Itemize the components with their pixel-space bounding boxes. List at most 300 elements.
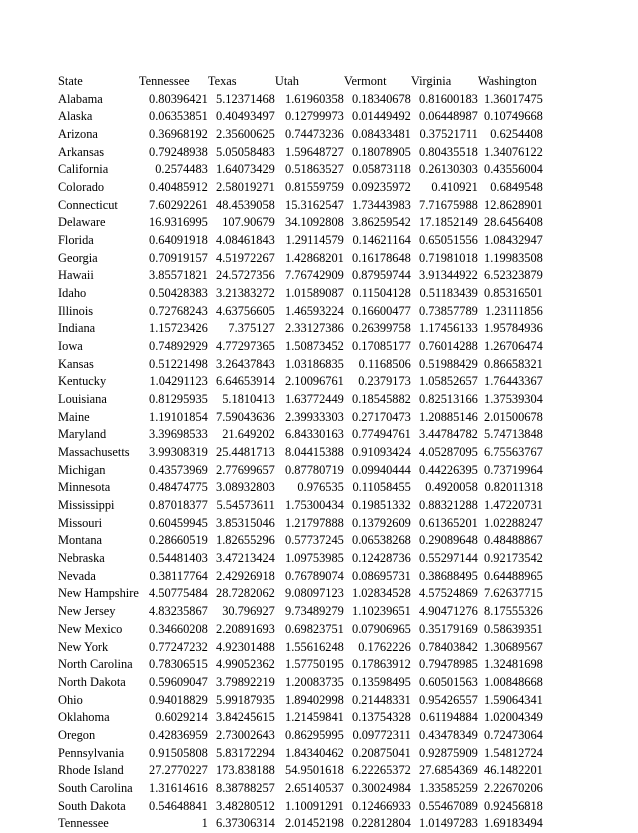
table-cell: 1.26706474 xyxy=(484,339,543,354)
row-state-label: Montana xyxy=(58,533,103,548)
row-state-label: Idaho xyxy=(58,286,87,301)
table-row xyxy=(58,391,543,409)
table-cell: 0.82513166 xyxy=(419,392,478,407)
table-cell: 46.1482201 xyxy=(484,763,543,778)
table-row xyxy=(58,621,543,639)
table-cell: 0.69823751 xyxy=(285,621,344,636)
table-cell: 1.34076122 xyxy=(484,144,543,159)
table-row xyxy=(58,214,543,232)
table-cell: 0.77247232 xyxy=(149,639,208,654)
table-row xyxy=(58,161,543,179)
table-cell: 8.17555326 xyxy=(484,604,543,619)
table-cell: 0.71981018 xyxy=(419,250,478,265)
table-cell: 1.46593224 xyxy=(285,303,344,318)
table-cell: 2.42926918 xyxy=(216,568,275,583)
table-cell: 1.02834528 xyxy=(352,586,411,601)
table-cell: 1.82655296 xyxy=(216,533,275,548)
table-cell: 0.976535 xyxy=(297,480,344,495)
table-cell: 1.59648727 xyxy=(285,144,344,159)
table-row xyxy=(58,798,543,816)
table-cell: 1.17456133 xyxy=(419,321,478,336)
table-cell: 0.55467089 xyxy=(419,798,478,813)
table-row xyxy=(58,674,543,692)
table-cell: 1.09753985 xyxy=(285,551,344,566)
column-header-state: State xyxy=(58,74,83,88)
table-cell: 2.22670206 xyxy=(484,780,543,795)
table-cell: 6.52323879 xyxy=(484,268,543,283)
table-cell: 0.54481403 xyxy=(149,551,208,566)
table-cell: 0.43556004 xyxy=(484,162,543,177)
table-cell: 1.32481698 xyxy=(484,657,543,672)
table-row xyxy=(58,639,543,657)
table-cell: 4.90471276 xyxy=(419,604,478,619)
table-cell: 1.59064341 xyxy=(484,692,543,707)
table-cell: 0.74892929 xyxy=(149,339,208,354)
table-cell: 1.69183494 xyxy=(484,816,543,831)
table-cell: 1.57750195 xyxy=(285,657,344,672)
table-row xyxy=(58,532,543,550)
table-cell: 0.07906965 xyxy=(352,621,411,636)
row-state-label: Illinois xyxy=(58,303,94,318)
row-state-label: South Carolina xyxy=(58,780,133,795)
table-row xyxy=(58,656,543,674)
table-cell: 1.00848668 xyxy=(484,674,543,689)
table-cell: 1.01589087 xyxy=(285,286,344,301)
table-cell: 0.64091918 xyxy=(149,233,208,248)
table-cell: 0.44226395 xyxy=(419,462,478,477)
table-cell: 7.375127 xyxy=(228,321,275,336)
table-cell: 0.4920058 xyxy=(425,480,478,495)
table-cell: 4.77297365 xyxy=(216,339,275,354)
row-state-label: Ohio xyxy=(58,692,83,707)
table-cell: 0.48488867 xyxy=(484,533,543,548)
table-cell: 0.11058455 xyxy=(352,480,411,495)
row-state-label: Connecticut xyxy=(58,197,118,212)
table-row xyxy=(58,603,543,621)
table-cell: 0.18545882 xyxy=(352,392,411,407)
row-state-label: Maryland xyxy=(58,427,107,442)
table-cell: 1.75300434 xyxy=(285,498,344,513)
table-cell: 2.39933303 xyxy=(285,409,344,424)
table-cell: 1.31614616 xyxy=(149,780,208,795)
table-cell: 0.58639351 xyxy=(484,621,543,636)
table-cell: 0.43573969 xyxy=(149,462,208,477)
row-state-label: Louisiana xyxy=(58,392,107,407)
table-cell: 4.51972267 xyxy=(216,250,275,265)
table-cell: 173.838188 xyxy=(216,763,275,778)
table-row xyxy=(58,250,543,268)
table-cell: 0.86658321 xyxy=(484,356,543,371)
table-cell: 0.18078905 xyxy=(352,144,411,159)
table-cell: 17.1852149 xyxy=(419,215,478,230)
row-state-label: Pennsylvania xyxy=(58,745,125,760)
table-row xyxy=(58,356,543,374)
table-cell: 0.06538268 xyxy=(352,533,411,548)
table-cell: 0.76014288 xyxy=(419,339,478,354)
table-cell: 0.55297144 xyxy=(419,551,478,566)
table-cell: 0.19851332 xyxy=(352,498,411,513)
table-cell: 0.11504128 xyxy=(352,286,411,301)
table-cell: 2.01500678 xyxy=(484,409,543,424)
table-cell: 0.51221498 xyxy=(149,356,208,371)
table-cell: 4.50775484 xyxy=(149,586,208,601)
table-cell: 1.89402998 xyxy=(285,692,344,707)
table-cell: 0.06353851 xyxy=(149,109,208,124)
row-state-label: Alabama xyxy=(58,91,103,106)
table-cell: 0.13754328 xyxy=(352,710,411,725)
table-cell: 0.61194884 xyxy=(419,710,478,725)
table-cell: 0.77494761 xyxy=(352,427,411,442)
table-cell: 0.78306515 xyxy=(149,657,208,672)
table-row xyxy=(58,373,543,391)
table-cell: 0.57737245 xyxy=(285,533,344,548)
table-cell: 107.90679 xyxy=(222,215,275,230)
table-cell: 3.21383272 xyxy=(216,286,275,301)
table-cell: 0.22812804 xyxy=(352,816,411,831)
row-state-label: Oklahoma xyxy=(58,710,110,725)
table-cell: 3.48280512 xyxy=(216,798,275,813)
table-cell: 0.20875041 xyxy=(352,745,411,760)
row-state-label: Maine xyxy=(58,409,90,424)
table-cell: 0.70919157 xyxy=(149,250,208,265)
table-row xyxy=(58,126,543,144)
table-cell: 0.35179169 xyxy=(419,621,478,636)
table-cell: 2.65140537 xyxy=(285,780,344,795)
table-cell: 0.92875909 xyxy=(419,745,478,760)
table-cell: 2.33127386 xyxy=(285,321,344,336)
table-cell: 0.2379173 xyxy=(358,374,411,389)
table-cell: 0.73857789 xyxy=(419,303,478,318)
table-cell: 0.78403842 xyxy=(419,639,478,654)
table-cell: 0.6849548 xyxy=(490,180,543,195)
row-state-label: Tennessee xyxy=(58,816,109,831)
row-state-label: Florida xyxy=(58,233,94,248)
row-state-label: Colorado xyxy=(58,180,105,195)
table-cell: 5.83172294 xyxy=(216,745,275,760)
table-cell: 5.1810413 xyxy=(222,392,275,407)
row-state-label: Michigan xyxy=(58,462,106,477)
table-row xyxy=(58,197,543,215)
table-cell: 0.87780719 xyxy=(285,462,344,477)
table-cell: 9.73489279 xyxy=(285,604,344,619)
table-row xyxy=(58,267,543,285)
table-cell: 0.60501563 xyxy=(419,674,478,689)
table-cell: 1.10239651 xyxy=(352,604,411,619)
table-row xyxy=(58,108,543,126)
table-cell: 1.19101854 xyxy=(149,409,208,424)
table-cell: 1.19983508 xyxy=(484,250,543,265)
row-state-label: North Dakota xyxy=(58,674,126,689)
table-cell: 0.51988429 xyxy=(419,356,478,371)
table-cell: 27.2770227 xyxy=(149,763,208,778)
table-cell: 3.47213424 xyxy=(216,551,275,566)
table-cell: 0.50428383 xyxy=(149,286,208,301)
table-cell: 7.62637715 xyxy=(484,586,543,601)
table-cell: 0.95426557 xyxy=(419,692,478,707)
table-cell: 0.6029214 xyxy=(155,710,208,725)
table-cell: 3.79892219 xyxy=(216,674,275,689)
table-cell: 0.73719964 xyxy=(484,462,543,477)
table-cell: 28.7282062 xyxy=(216,586,275,601)
table-row xyxy=(58,409,543,427)
table-row xyxy=(58,692,543,710)
table-row xyxy=(58,338,543,356)
table-cell: 0.27170473 xyxy=(352,409,411,424)
table-cell: 0.81559759 xyxy=(285,180,344,195)
table-cell: 0.410921 xyxy=(431,180,478,195)
row-state-label: Hawaii xyxy=(58,268,94,283)
table-cell: 1.55616248 xyxy=(285,639,344,654)
table-cell: 0.26399758 xyxy=(352,321,411,336)
table-cell: 1.01497283 xyxy=(419,816,478,831)
row-state-label: Indiana xyxy=(58,321,96,336)
table-cell: 1.47220731 xyxy=(484,498,543,513)
table-cell: 5.12371468 xyxy=(216,91,275,106)
row-state-label: Nebraska xyxy=(58,551,105,566)
row-state-label: Kentucky xyxy=(58,374,107,389)
table-cell: 0.13598495 xyxy=(352,674,411,689)
table-row xyxy=(58,232,543,250)
table-row xyxy=(58,303,543,321)
table-cell: 3.86259542 xyxy=(352,215,411,230)
table-cell: 5.74713848 xyxy=(484,427,543,442)
table-cell: 0.65051556 xyxy=(419,233,478,248)
table-cell: 1.04291123 xyxy=(149,374,208,389)
table-cell: 24.5727356 xyxy=(216,268,275,283)
table-cell: 0.92173542 xyxy=(484,551,543,566)
table-cell: 0.92456818 xyxy=(484,798,543,813)
table-cell: 25.4481713 xyxy=(216,445,275,460)
table-row xyxy=(58,709,543,727)
table-cell: 0.72768243 xyxy=(149,303,208,318)
row-state-label: Iowa xyxy=(58,339,83,354)
table-cell: 0.05873118 xyxy=(352,162,411,177)
column-header-washington: Washington xyxy=(477,74,537,88)
table-cell: 0.10749668 xyxy=(484,109,543,124)
table-cell: 0.6254408 xyxy=(490,127,543,142)
table-row xyxy=(58,762,543,780)
table-row xyxy=(58,745,543,763)
table-cell: 5.99187935 xyxy=(216,692,275,707)
row-state-label: Alaska xyxy=(58,109,93,124)
row-state-label: Arizona xyxy=(58,127,98,142)
table-cell: 0.61365201 xyxy=(419,515,478,530)
table-cell: 0.01449492 xyxy=(352,109,411,124)
table-cell: 0.34660208 xyxy=(149,621,208,636)
table-cell: 0.37521711 xyxy=(419,127,478,142)
table-cell: 0.38688495 xyxy=(419,568,478,583)
column-header-texas: Texas xyxy=(207,74,237,88)
table-cell: 0.80435518 xyxy=(419,144,478,159)
table-cell: 1.15723426 xyxy=(149,321,208,336)
table-cell: 0.30024984 xyxy=(352,780,411,795)
table-cell: 4.08461843 xyxy=(216,233,275,248)
table-cell: 6.84330163 xyxy=(285,427,344,442)
row-state-label: New Hampshire xyxy=(58,586,139,601)
data-table xyxy=(58,73,543,833)
table-cell: 28.6456408 xyxy=(484,215,543,230)
column-header-utah: Utah xyxy=(274,74,299,88)
table-cell: 1.05852657 xyxy=(419,374,478,389)
table-cell: 0.81600183 xyxy=(419,91,478,106)
table-cell: 2.73002643 xyxy=(216,727,275,742)
table-cell: 0.88321288 xyxy=(419,498,478,513)
table-row xyxy=(58,144,543,162)
table-row xyxy=(58,515,543,533)
table-cell: 1.10091291 xyxy=(285,798,344,813)
table-cell: 1.20885146 xyxy=(419,409,478,424)
column-header-tennessee: Tennessee xyxy=(138,74,190,88)
row-state-label: Arkansas xyxy=(58,144,105,159)
table-row xyxy=(58,497,543,515)
table-cell: 1.84340462 xyxy=(285,745,344,760)
table-cell: 1.33585259 xyxy=(419,780,478,795)
table-cell: 0.51183439 xyxy=(419,286,478,301)
table-cell: 0.38117764 xyxy=(149,568,208,583)
table-cell: 15.3162547 xyxy=(285,197,344,212)
table-row xyxy=(58,285,543,303)
table-cell: 0.48474775 xyxy=(149,480,208,495)
table-cell: 9.08097123 xyxy=(285,586,344,601)
column-header-virginia: Virginia xyxy=(410,74,452,88)
table-cell: 0.09940444 xyxy=(352,462,411,477)
table-row xyxy=(58,550,543,568)
table-cell: 0.80396421 xyxy=(149,91,208,106)
table-cell: 0.86295995 xyxy=(285,727,344,742)
table-cell: 3.99308319 xyxy=(149,445,208,460)
table-cell: 1.50873452 xyxy=(285,339,344,354)
table-cell: 1 xyxy=(201,816,208,831)
table-cell: 5.54573611 xyxy=(216,498,275,513)
row-state-label: Kansas xyxy=(58,356,94,371)
row-state-label: Rhode Island xyxy=(58,763,124,778)
table-cell: 4.83235867 xyxy=(149,604,208,619)
table-cell: 4.63756605 xyxy=(216,303,275,318)
row-state-label: Georgia xyxy=(58,250,98,265)
table-cell: 1.03186835 xyxy=(285,356,344,371)
table-cell: 4.92301488 xyxy=(216,639,275,654)
table-cell: 0.91505808 xyxy=(149,745,208,760)
table-cell: 0.40485912 xyxy=(149,180,208,195)
table-cell: 0.12799973 xyxy=(285,109,344,124)
table-row xyxy=(58,568,543,586)
table-cell: 0.21448331 xyxy=(352,692,411,707)
table-cell: 0.14621164 xyxy=(352,233,411,248)
table-cell: 3.08932803 xyxy=(216,480,275,495)
table-cell: 0.06448987 xyxy=(419,109,478,124)
table-cell: 7.76742909 xyxy=(285,268,344,283)
table-cell: 54.9501618 xyxy=(285,763,344,778)
table-cell: 0.17085177 xyxy=(352,339,411,354)
row-state-label: Massachusetts xyxy=(58,445,130,460)
table-row xyxy=(58,585,543,603)
table-cell: 5.05058483 xyxy=(216,144,275,159)
row-state-label: North Carolina xyxy=(58,657,133,672)
table-cell: 8.38788257 xyxy=(216,780,275,795)
table-cell: 6.75563767 xyxy=(484,445,543,460)
table-cell: 0.09235972 xyxy=(352,180,411,195)
table-cell: 1.20083735 xyxy=(285,674,344,689)
table-cell: 2.10096761 xyxy=(285,374,344,389)
table-cell: 7.59043636 xyxy=(216,409,275,424)
table-cell: 1.61960358 xyxy=(285,91,344,106)
table-cell: 4.57524869 xyxy=(419,586,478,601)
table-cell: 3.26437843 xyxy=(216,356,275,371)
table-cell: 0.60459945 xyxy=(149,515,208,530)
table-row xyxy=(58,462,543,480)
table-row xyxy=(58,727,543,745)
table-cell: 2.35600625 xyxy=(216,127,275,142)
row-state-label: California xyxy=(58,162,109,177)
table-row xyxy=(58,815,543,833)
table-cell: 1.54812724 xyxy=(484,745,543,760)
table-cell: 0.17863912 xyxy=(352,657,411,672)
table-cell: 0.28660519 xyxy=(149,533,208,548)
table-cell: 1.42868201 xyxy=(285,250,344,265)
table-cell: 1.02288247 xyxy=(484,515,543,530)
table-cell: 0.09772311 xyxy=(352,727,411,742)
table-cell: 0.2574483 xyxy=(155,162,208,177)
column-header-vermont: Vermont xyxy=(343,74,387,88)
table-cell: 0.12428736 xyxy=(352,551,411,566)
table-cell: 0.1762226 xyxy=(358,639,411,654)
table-cell: 1.08432947 xyxy=(484,233,543,248)
table-cell: 0.81295935 xyxy=(149,392,208,407)
table-cell: 3.44784782 xyxy=(419,427,478,442)
table-cell: 1.73443983 xyxy=(352,197,411,212)
row-state-label: Mississippi xyxy=(58,498,115,513)
table-cell: 0.74473236 xyxy=(285,127,344,142)
table-cell: 0.87959744 xyxy=(352,268,411,283)
table-cell: 0.42836959 xyxy=(149,727,208,742)
table-cell: 2.58019271 xyxy=(216,180,275,195)
table-cell: 6.64653914 xyxy=(216,374,275,389)
row-state-label: New Jersey xyxy=(58,604,116,619)
table-cell: 3.85315046 xyxy=(216,515,275,530)
row-state-label: Oregon xyxy=(58,727,96,742)
table-cell: 0.13792609 xyxy=(352,515,411,530)
table-cell: 1.37539304 xyxy=(484,392,543,407)
table-cell: 7.60292261 xyxy=(149,197,208,212)
table-cell: 0.29089648 xyxy=(419,533,478,548)
table-row xyxy=(58,91,543,109)
table-cell: 1.30689567 xyxy=(484,639,543,654)
row-state-label: South Dakota xyxy=(58,798,126,813)
table-cell: 6.22265372 xyxy=(352,763,411,778)
table-row xyxy=(58,179,543,197)
table-cell: 1.63772449 xyxy=(285,392,344,407)
row-state-label: New Mexico xyxy=(58,621,123,636)
table-cell: 0.79248938 xyxy=(149,144,208,159)
table-cell: 0.40493497 xyxy=(216,109,275,124)
table-cell: 12.8628901 xyxy=(484,197,543,212)
table-cell: 0.16178648 xyxy=(352,250,411,265)
table-cell: 4.99052362 xyxy=(216,657,275,672)
table-cell: 0.85316501 xyxy=(484,286,543,301)
table-cell: 2.20891693 xyxy=(216,621,275,636)
table-cell: 1.21797888 xyxy=(285,515,344,530)
table-cell: 27.6854369 xyxy=(419,763,478,778)
row-state-label: Missouri xyxy=(58,515,103,530)
table-cell: 0.08695731 xyxy=(352,568,411,583)
table-cell: 1.23111856 xyxy=(484,303,543,318)
table-cell: 0.79478985 xyxy=(419,657,478,672)
table-body xyxy=(58,91,543,833)
table-cell: 0.18340678 xyxy=(352,91,411,106)
table-cell: 6.37306314 xyxy=(216,816,275,831)
table-cell: 1.29114579 xyxy=(285,233,344,248)
table-cell: 3.85571821 xyxy=(149,268,208,283)
